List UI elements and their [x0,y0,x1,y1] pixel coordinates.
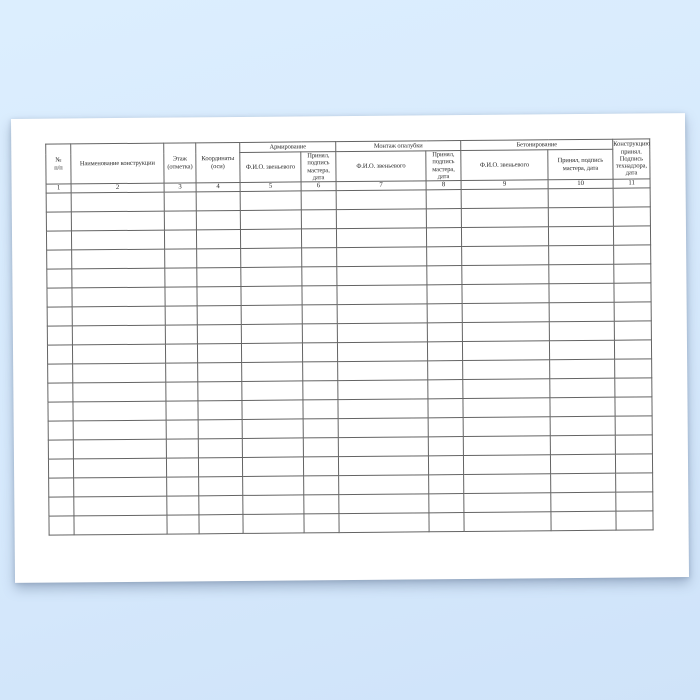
empty-cell [242,457,303,477]
empty-cell [241,248,302,268]
empty-cell [463,379,550,399]
empty-cell [241,324,302,344]
empty-cell [614,264,651,283]
empty-cell [462,284,549,304]
col-header-structure-name: Наименование конструкции [71,143,164,184]
empty-cell [74,496,167,516]
empty-cell [338,380,428,400]
document-page [11,113,689,583]
empty-cell [461,189,548,209]
column-number: 11 [613,179,650,188]
empty-cell [337,323,427,343]
empty-cell [164,192,196,211]
empty-cell [550,435,615,455]
empty-cell [428,418,463,437]
empty-cell [199,477,243,496]
col-header-formwork-foreman-name: Ф.И.О. звеньевого [336,151,426,182]
empty-cell [166,363,198,382]
empty-cell [301,210,336,229]
empty-cell [48,440,73,459]
column-number: 3 [164,183,196,192]
empty-cell [48,459,73,478]
empty-cell [615,397,652,416]
empty-cell [550,454,615,474]
empty-cell [73,363,166,383]
empty-cell [549,340,614,360]
empty-cell [48,402,73,421]
empty-cell [302,286,337,305]
empty-cell [166,382,198,401]
empty-cell [242,362,303,382]
empty-cell [198,420,242,439]
empty-cell [165,287,197,306]
empty-cell [616,473,653,492]
empty-cell [74,477,167,497]
column-number: 1 [46,184,71,193]
empty-cell [241,286,302,306]
empty-cell [338,437,428,457]
empty-cell [73,382,166,402]
empty-cell [47,288,72,307]
empty-cell [73,420,166,440]
empty-cell [301,229,336,248]
empty-cell [463,436,550,456]
empty-cell [197,344,241,363]
group-header-reinforcement: Армирование [240,142,336,153]
empty-cell [198,439,242,458]
empty-cell [613,207,650,226]
empty-cell [47,345,72,364]
empty-cell [166,439,198,458]
empty-cell [164,211,196,230]
empty-cell [338,456,428,476]
empty-cell [165,325,197,344]
empty-cell [427,247,462,266]
empty-cell [199,515,243,534]
empty-cell [337,285,427,305]
empty-cell [614,321,651,340]
empty-cell [241,267,302,287]
empty-cell [71,230,164,250]
empty-cell [461,227,548,247]
empty-cell [243,495,304,515]
group-header-concreting: Бетонирование [461,139,613,150]
empty-cell [615,416,652,435]
col-header-floor-mark: Этаж (отметка) [164,143,196,183]
empty-cell [166,458,198,477]
empty-cell [47,307,72,326]
empty-cell [241,343,302,363]
empty-cell [339,475,429,495]
empty-cell [197,249,241,268]
empty-cell [197,325,241,344]
empty-cell [304,476,339,495]
empty-cell [426,190,461,209]
empty-cell [74,515,167,535]
empty-cell [303,362,338,381]
empty-cell [336,209,426,229]
empty-cell [72,287,165,307]
empty-cell [428,437,463,456]
empty-cell [242,438,303,458]
empty-cell [243,476,304,496]
empty-cell [240,229,301,249]
empty-cell [167,477,199,496]
column-number: 10 [548,179,613,189]
empty-cell [49,516,74,535]
empty-cell [196,211,240,230]
empty-cell [302,248,337,267]
empty-cell [615,378,652,397]
empty-cell [302,267,337,286]
empty-cell [304,514,339,533]
table-header [46,139,650,193]
empty-cell [338,418,428,438]
empty-cell [551,511,616,531]
col-header-accepted-by-supervision: Конструкцию принял. Подпись технадзора, дата [613,139,650,179]
empty-cell [242,400,303,420]
empty-cell [49,497,74,516]
empty-cell [48,383,73,402]
empty-cell [303,438,338,457]
empty-cell [72,325,165,345]
form-table-body [46,188,653,535]
empty-cell [551,473,616,493]
empty-cell [428,361,463,380]
empty-cell [47,250,72,269]
empty-cell [72,344,165,364]
empty-cell [550,359,615,379]
empty-cell [551,492,616,512]
group-header-formwork-installation: Монтаж опалубки [336,141,461,152]
empty-cell [337,247,427,267]
empty-cell [165,268,197,287]
empty-cell [49,478,74,497]
col-header-reinforcement-foreman-name: Ф.И.О. звеньевого [240,152,301,183]
empty-cell [198,382,242,401]
empty-cell [72,268,165,288]
empty-cell [427,266,462,285]
empty-cell [197,306,241,325]
empty-cell [47,326,72,345]
empty-cell [199,496,243,515]
empty-cell [428,456,463,475]
empty-cell [241,305,302,325]
empty-cell [196,192,240,211]
column-number: 6 [301,182,336,191]
empty-cell [197,287,241,306]
empty-cell [550,378,615,398]
empty-cell [428,399,463,418]
empty-cell [429,494,464,513]
table-row [49,511,653,535]
empty-cell [71,192,164,212]
empty-cell [337,304,427,324]
empty-cell [338,361,428,381]
empty-cell [614,283,651,302]
col-header-row-number: № п/п [46,144,71,184]
empty-cell [336,228,426,248]
empty-cell [549,245,614,265]
empty-cell [198,401,242,420]
empty-cell [463,360,550,380]
empty-cell [336,190,426,210]
empty-cell [339,513,429,533]
empty-cell [73,458,166,478]
col-header-reinforcement-master-signature: Принял, подпись мастера, дата [301,152,336,182]
empty-cell [198,363,242,382]
empty-cell [548,188,613,208]
empty-cell [73,439,166,459]
empty-cell [463,398,550,418]
empty-cell [303,381,338,400]
empty-cell [303,457,338,476]
empty-cell [242,419,303,439]
column-number: 7 [336,181,426,191]
empty-cell [462,303,549,323]
empty-cell [427,304,462,323]
empty-cell [427,342,462,361]
empty-cell [614,340,651,359]
empty-cell [167,496,199,515]
empty-cell [548,207,613,227]
empty-cell [461,208,548,228]
empty-cell [198,458,242,477]
col-header-coordinates: Координаты (оси) [196,142,240,182]
empty-cell [304,495,339,514]
col-header-concreting-master-signature: Принял, подпись мастера, дата [548,149,613,180]
empty-cell [429,475,464,494]
empty-cell [463,455,550,475]
empty-cell [464,512,551,532]
empty-cell [462,322,549,342]
empty-cell [616,492,653,511]
empty-cell [240,191,301,211]
empty-cell [427,323,462,342]
empty-cell [550,397,615,417]
empty-cell [615,359,652,378]
empty-cell [428,380,463,399]
empty-cell [165,306,197,325]
empty-cell [464,474,551,494]
empty-cell [613,226,650,245]
empty-cell [337,266,427,286]
empty-cell [303,400,338,419]
empty-cell [72,249,165,269]
empty-cell [47,269,72,288]
empty-cell [339,494,429,514]
col-header-formwork-master-signature: Принял, подпись мастера, дата [426,151,461,181]
empty-cell [549,264,614,284]
empty-cell [338,399,428,419]
empty-cell [550,416,615,436]
empty-cell [429,513,464,532]
empty-cell [240,210,301,230]
empty-cell [464,493,551,513]
empty-cell [549,283,614,303]
empty-cell [165,249,197,268]
empty-cell [302,324,337,343]
empty-cell [48,364,73,383]
empty-cell [46,231,71,250]
empty-cell [302,343,337,362]
empty-cell [462,246,549,266]
empty-cell [462,341,549,361]
empty-cell [462,265,549,285]
empty-cell [614,245,651,264]
empty-cell [427,285,462,304]
empty-cell [71,211,164,231]
col-header-concreting-foreman-name: Ф.И.О. звеньевого [461,150,548,181]
empty-cell [164,230,196,249]
empty-cell [302,305,337,324]
empty-cell [616,511,653,530]
column-number: 2 [71,183,164,193]
empty-cell [337,342,427,362]
empty-cell [72,306,165,326]
empty-cell [46,212,71,231]
empty-cell [549,321,614,341]
column-number: 8 [426,181,461,190]
empty-cell [48,421,73,440]
empty-cell [548,226,613,246]
empty-cell [197,268,241,287]
column-number: 4 [196,183,240,192]
empty-cell [549,302,614,322]
empty-cell [196,230,240,249]
empty-cell [301,191,336,210]
empty-cell [613,188,650,207]
construction-journal-table [45,138,653,535]
empty-cell [303,419,338,438]
empty-cell [166,401,198,420]
empty-cell [165,344,197,363]
empty-cell [46,193,71,212]
empty-cell [614,302,651,321]
empty-cell [615,435,652,454]
empty-cell [426,209,461,228]
empty-cell [167,515,199,534]
empty-cell [426,228,461,247]
column-number: 5 [240,182,301,192]
column-number: 9 [461,180,548,190]
empty-cell [242,381,303,401]
empty-cell [73,401,166,421]
empty-cell [166,420,198,439]
empty-cell [463,417,550,437]
empty-cell [243,514,304,534]
empty-cell [615,454,652,473]
